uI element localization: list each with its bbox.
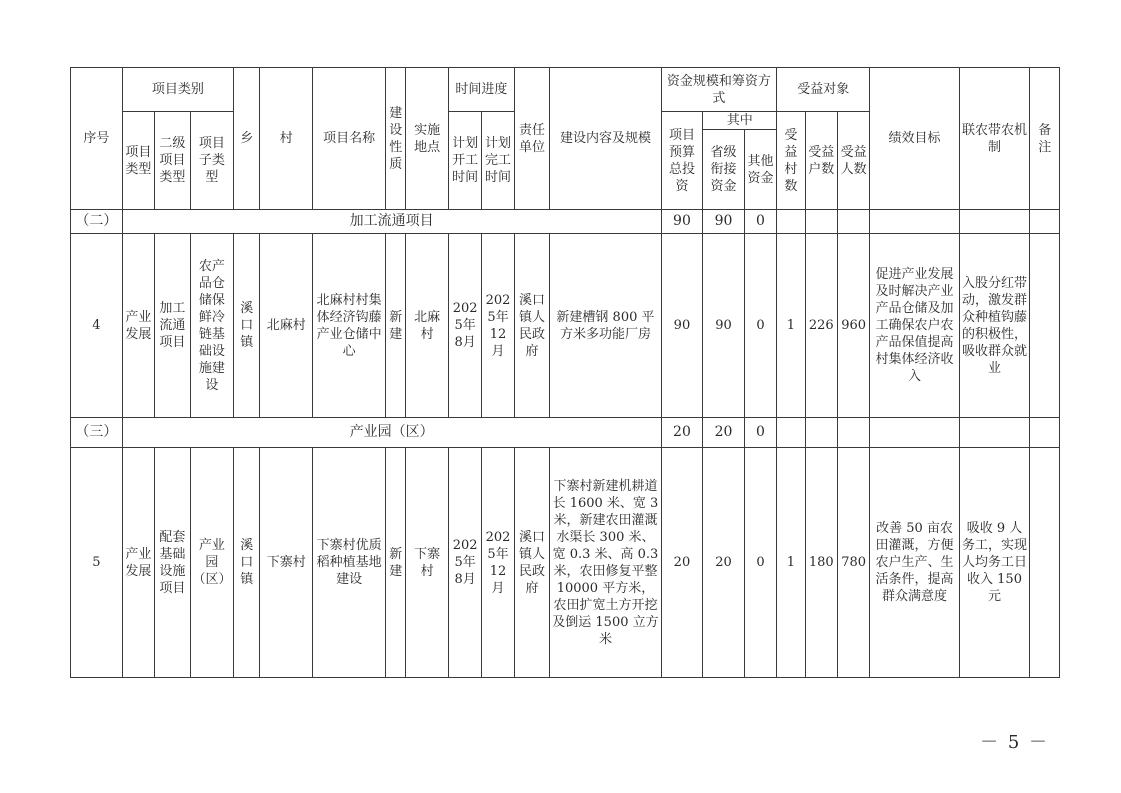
table-container: [70, 67, 1060, 678]
row-content: 新建槽钢 800 平方米多功能厂房: [550, 234, 661, 418]
section-row: [71, 418, 1060, 448]
row-proj-type: 产业发展: [122, 448, 154, 678]
section-name: 产业园（区）: [122, 418, 661, 448]
row-location: 下寨村: [406, 448, 449, 678]
header-proj-name: 项目名称: [313, 68, 386, 210]
section-total: 20: [661, 418, 703, 448]
header-beneficiary: 受益对象: [777, 68, 870, 112]
row-ben-people: 780: [837, 448, 869, 678]
row-perf-goal: 促进产业发展及时解决产业产品仓储及加工确保农户农产品保值提高村集体经济收入: [870, 234, 959, 418]
row-village: 下寨村: [260, 448, 313, 678]
row-other: 0: [744, 234, 776, 418]
header-of-which: 其中: [703, 112, 777, 130]
header-resp-unit: 责任单位: [514, 68, 549, 210]
header-build-nature: 建设性质: [386, 68, 406, 210]
section-other: 0: [744, 210, 776, 234]
row-resp-unit: 溪口镇人民政府: [514, 234, 549, 418]
row-proj-type: 产业发展: [122, 234, 154, 418]
header-content: 建设内容及规模: [550, 68, 661, 210]
row-township: 溪口镇: [234, 234, 260, 418]
header-start-time: 计划开工时间: [448, 112, 481, 210]
header-sub-type: 项目子类型: [190, 112, 234, 210]
header-category: 项目类别: [122, 68, 233, 112]
row-start: 2025年8月: [448, 234, 481, 418]
section-name: 加工流通项目: [122, 210, 661, 234]
row-build-nature: 新建: [386, 448, 406, 678]
project-table: [70, 67, 1060, 678]
row-mechanism: 吸收 9 人务工，实现人均务工日收入 150 元: [959, 448, 1030, 678]
header-second-type: 二级项目类型: [155, 112, 190, 210]
row-seq: 4: [71, 234, 123, 418]
row-end: 2025年12月: [482, 448, 514, 678]
row-sub-type: 产业园（区）: [190, 448, 234, 678]
row-ben-villages: 1: [777, 234, 805, 418]
row-ben-households: 180: [805, 448, 837, 678]
section-prov: 90: [703, 210, 745, 234]
header-seq: 序号: [71, 68, 123, 210]
row-sub-type: 农产品仓储保鲜冷链基础设施建设: [190, 234, 234, 418]
header-ben-villages: 受益村数: [777, 112, 805, 210]
header-perf-goal: 绩效目标: [870, 68, 959, 210]
header-other-fund: 其他资金: [744, 130, 776, 210]
header-location: 实施地点: [406, 68, 449, 210]
section-label: （三）: [71, 418, 123, 448]
header-total-invest: 项目预算总投资: [661, 112, 703, 210]
row-ben-households: 226: [805, 234, 837, 418]
header-end-time: 计划完工时间: [482, 112, 514, 210]
header-township: 乡: [234, 68, 260, 210]
section-other: 0: [744, 418, 776, 448]
row-perf-goal: 改善 50 亩农田灌溉，方便农户生产、生活条件，提高群众满意度: [870, 448, 959, 678]
header-prov-fund: 省级衔接资金: [703, 130, 745, 210]
row-remark: [1030, 448, 1060, 678]
row-second-type: 加工流通项目: [155, 234, 190, 418]
row-township: 溪口镇: [234, 448, 260, 678]
section-row: [71, 210, 1060, 234]
row-prov: 90: [703, 234, 745, 418]
header-ben-households: 受益户数: [805, 112, 837, 210]
header-fund: 资金规模和筹资方式: [661, 68, 776, 112]
table-row: [71, 448, 1060, 678]
header-remark: 备注: [1030, 68, 1060, 210]
row-prov: 20: [703, 448, 745, 678]
row-build-nature: 新建: [386, 234, 406, 418]
row-content: 下寨村新建机耕道长 1600 米、宽 3 米，新建农田灌溉水渠长 300 米、宽 0.3 米、高 0.3 米，农田修复平整 10000 平方米，农田扩宽土方开挖及倒运 1500 立方米: [550, 448, 661, 678]
row-ben-villages: 1: [777, 448, 805, 678]
header-schedule: 时间进度: [448, 68, 514, 112]
row-total: 90: [661, 234, 703, 418]
row-mechanism: 入股分红带动，激发群众种植钩藤的积极性，吸收群众就业: [959, 234, 1030, 418]
row-other: 0: [744, 448, 776, 678]
row-ben-people: 960: [837, 234, 869, 418]
header-mechanism: 联农带农机制: [959, 68, 1030, 210]
row-seq: 5: [71, 448, 123, 678]
section-total: 90: [661, 210, 703, 234]
header-ben-people: 受益人数: [837, 112, 869, 210]
header-village: 村: [260, 68, 313, 210]
header-proj-type: 项目类型: [122, 112, 154, 210]
row-proj-name: 下寨村优质稻种植基地建设: [313, 448, 386, 678]
row-second-type: 配套基础设施项目: [155, 448, 190, 678]
row-village: 北麻村: [260, 234, 313, 418]
row-remark: [1030, 234, 1060, 418]
page-number: － 5 －: [980, 732, 1049, 753]
row-total: 20: [661, 448, 703, 678]
section-prov: 20: [703, 418, 745, 448]
row-location: 北麻村: [406, 234, 449, 418]
row-start: 2025年8月: [448, 448, 481, 678]
row-resp-unit: 溪口镇人民政府: [514, 448, 549, 678]
row-proj-name: 北麻村村集体经济钩藤产业仓储中心: [313, 234, 386, 418]
row-end: 2025年12月: [482, 234, 514, 418]
section-label: （二）: [71, 210, 123, 234]
table-row: [71, 234, 1060, 418]
